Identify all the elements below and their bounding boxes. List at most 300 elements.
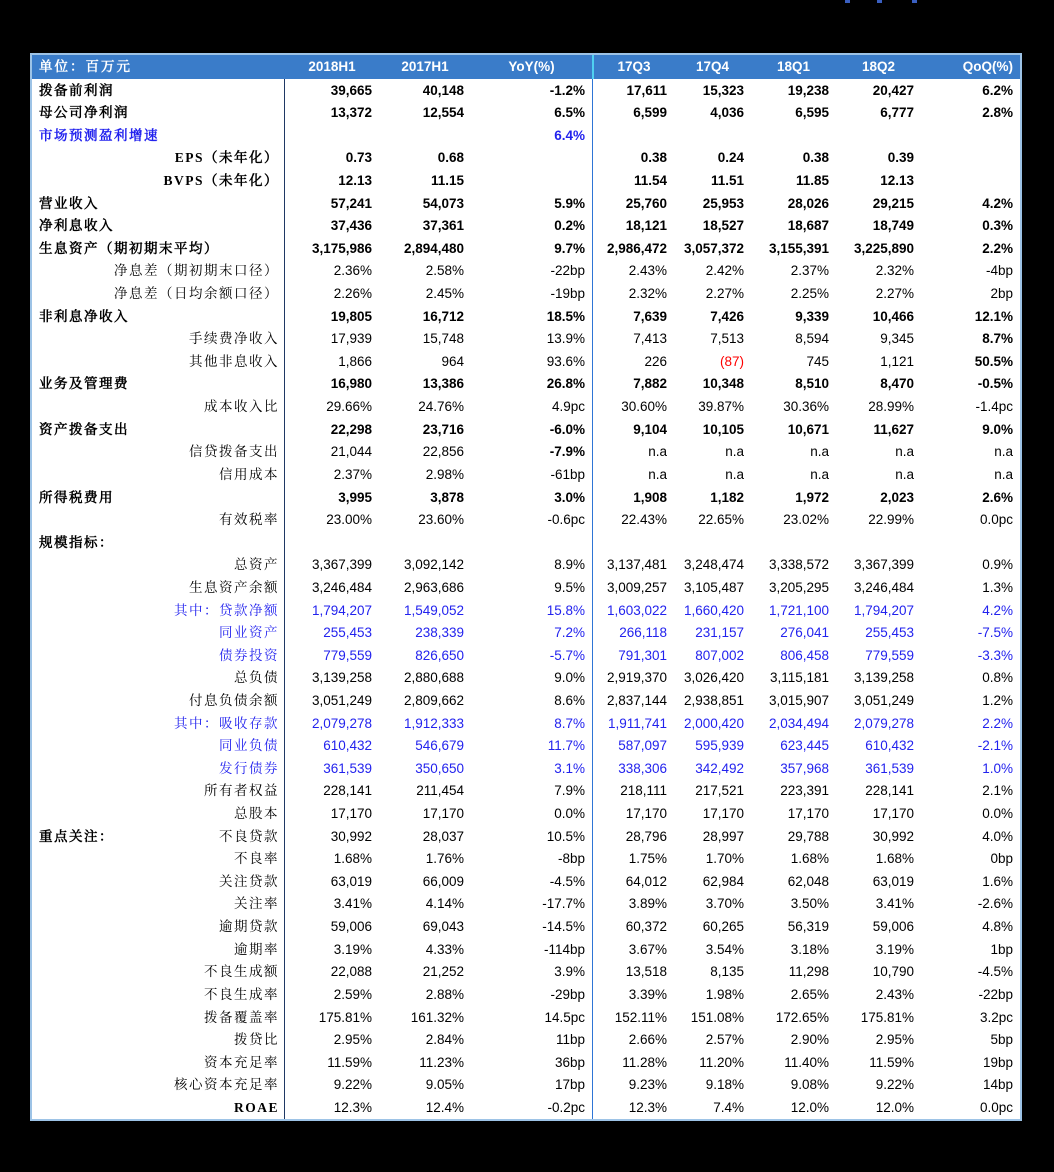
value-cell: 11.15 xyxy=(430,172,464,188)
row-label-cell xyxy=(32,1006,285,1029)
value-cell: 2.27% xyxy=(875,286,914,302)
value-cell: -114bp xyxy=(543,941,585,957)
row-label-cell xyxy=(32,1096,285,1119)
value-cell: 12.4% xyxy=(425,1099,464,1115)
value-cell: 4.9pc xyxy=(551,399,585,415)
value-cell: 357,968 xyxy=(780,760,829,776)
value-cell: 56,319 xyxy=(787,919,829,935)
value-cell: 3,175,986 xyxy=(311,240,372,256)
value-cell: 2.43% xyxy=(875,986,914,1002)
value-cell: 7,513 xyxy=(710,331,744,347)
value-cell: 11bp xyxy=(555,1032,585,1048)
value-cell: 2.88% xyxy=(425,986,464,1002)
value-cell xyxy=(379,531,471,554)
row-label: 总负债 xyxy=(234,670,279,686)
value-cell: 255,453 xyxy=(323,625,372,641)
unit-header-label: 单位：百万元 xyxy=(39,59,132,75)
value-cell: 36bp xyxy=(554,1054,585,1070)
value-cell: 29,788 xyxy=(787,828,829,844)
table-row xyxy=(32,712,1020,735)
row-label: 生息资产（期初期末平均） xyxy=(39,240,219,256)
value-cell: 13,518 xyxy=(592,961,674,984)
value-cell: 6.2% xyxy=(982,82,1013,98)
value-cell: 15,748 xyxy=(422,331,464,347)
value-cell: 1,660,420 xyxy=(683,602,744,618)
value-cell: 152.11% xyxy=(592,1006,674,1029)
value-cell: 1.75% xyxy=(592,848,674,871)
value-cell: 8,594 xyxy=(795,331,829,347)
value-cell: 0.39 xyxy=(887,150,914,166)
table-row xyxy=(32,350,1020,373)
value-cell: 62,048 xyxy=(787,873,829,889)
value-cell: 9,104 xyxy=(592,418,674,441)
value-cell: 3,139,258 xyxy=(853,670,914,686)
value-cell: 2.59% xyxy=(333,986,372,1002)
row-label: 信用成本 xyxy=(219,466,279,482)
value-cell: 1,972 xyxy=(795,489,829,505)
value-cell xyxy=(921,169,1020,192)
row-label: 净利息收入 xyxy=(39,218,114,234)
row-label: ROAE xyxy=(233,1099,279,1115)
row-label: 不良生成额 xyxy=(204,964,279,980)
value-cell: 12.0% xyxy=(875,1099,914,1115)
value-cell: 17,170 xyxy=(702,806,744,822)
value-cell: 3,205,295 xyxy=(768,579,829,595)
column-header-qoq: QoQ(%) xyxy=(962,59,1013,75)
table-row xyxy=(32,667,1020,690)
value-cell: 2.25% xyxy=(790,286,829,302)
value-cell: 22,856 xyxy=(422,444,464,460)
value-cell: 12.13 xyxy=(880,172,914,188)
value-cell: 779,559 xyxy=(865,647,914,663)
value-cell: 4.14% xyxy=(425,896,464,912)
row-label: 资产拨备支出 xyxy=(39,421,129,437)
value-cell: 0.3% xyxy=(982,218,1013,234)
value-cell: 17,170 xyxy=(330,806,372,822)
column-header-18q1: 18Q1 xyxy=(776,59,811,75)
row-label: 同业负债 xyxy=(219,738,279,754)
row-label-cell xyxy=(32,848,285,871)
value-cell: 17,170 xyxy=(422,806,464,822)
row-label: 拨贷比 xyxy=(234,1032,279,1048)
column-header-2017h1: 2017H1 xyxy=(401,59,449,75)
value-cell: 12.3% xyxy=(333,1099,372,1115)
value-cell: 8,135 xyxy=(710,964,744,980)
table-row xyxy=(32,463,1020,486)
value-cell: 9.7% xyxy=(554,240,585,256)
value-cell: 25,760 xyxy=(592,192,674,215)
value-cell: 11.59% xyxy=(869,1054,914,1070)
value-cell: n.a xyxy=(895,466,914,482)
table-row xyxy=(32,1051,1020,1074)
value-cell: 745 xyxy=(806,353,829,369)
value-cell: 964 xyxy=(441,353,464,369)
value-cell: 14bp xyxy=(982,1077,1013,1093)
row-label: 净息差（日均余额口径） xyxy=(114,286,279,302)
value-cell: 10,348 xyxy=(702,376,744,392)
row-label-cell xyxy=(32,260,285,283)
value-cell: 623,445 xyxy=(780,738,829,754)
cropped-text-artifact xyxy=(912,0,917,3)
value-cell: 3.70% xyxy=(705,896,744,912)
value-cell: 15,323 xyxy=(702,82,744,98)
value-cell: -4.5% xyxy=(977,964,1013,980)
value-cell: -8bp xyxy=(557,851,585,867)
value-cell: 1,721,100 xyxy=(768,602,829,618)
value-cell: 22.65% xyxy=(698,512,744,528)
value-cell: 17,170 xyxy=(787,806,829,822)
row-label-cell xyxy=(32,893,285,916)
value-cell: 30,992 xyxy=(330,828,372,844)
value-cell xyxy=(379,124,471,147)
value-cell: -5.7% xyxy=(549,647,585,663)
value-cell: 3,115,181 xyxy=(769,670,829,686)
row-label-cell xyxy=(32,712,285,735)
value-cell: 4.8% xyxy=(982,919,1013,935)
value-cell: 11.20% xyxy=(699,1054,744,1070)
row-label: 不良率 xyxy=(234,851,279,867)
value-cell: 11.40% xyxy=(784,1054,829,1070)
value-cell: 8,470 xyxy=(880,376,914,392)
value-cell: 18,121 xyxy=(592,215,674,238)
value-cell: 3,139,258 xyxy=(311,670,372,686)
value-cell: 3.2pc xyxy=(979,1009,1013,1025)
value-cell xyxy=(674,531,751,554)
value-cell: -0.2pc xyxy=(547,1099,585,1115)
row-label-cell xyxy=(32,169,285,192)
row-label-cell xyxy=(32,757,285,780)
column-header-18q2: 18Q2 xyxy=(861,59,896,75)
value-cell: 0bp xyxy=(990,851,1013,867)
value-cell: 8.9% xyxy=(554,557,585,573)
value-cell: 1,912,333 xyxy=(403,715,464,731)
row-label: 成本收入比 xyxy=(204,399,279,415)
value-cell: 11,298 xyxy=(788,964,829,980)
value-cell: 9.23% xyxy=(592,1074,674,1097)
value-cell: 151.08% xyxy=(690,1009,744,1025)
value-cell: 22.43% xyxy=(592,509,674,532)
row-label-cell xyxy=(32,870,285,893)
value-cell: 9.05% xyxy=(425,1077,464,1093)
value-cell: -4.5% xyxy=(549,873,585,889)
value-cell: -22bp xyxy=(978,986,1013,1002)
value-cell: 3.41% xyxy=(333,896,372,912)
table-row xyxy=(32,554,1020,577)
row-label-cell xyxy=(32,689,285,712)
value-cell: 9,345 xyxy=(880,331,914,347)
value-cell: 40,148 xyxy=(422,82,464,98)
value-cell: 1,603,022 xyxy=(592,599,674,622)
value-cell: 3,878 xyxy=(430,489,464,505)
row-label: BVPS（未年化） xyxy=(163,172,279,188)
value-cell: 2.45% xyxy=(425,286,464,302)
row-label: 资本充足率 xyxy=(204,1054,279,1070)
value-cell: 11.54 xyxy=(592,169,674,192)
row-label-cell xyxy=(32,554,285,577)
row-label: 其他非息收入 xyxy=(189,353,279,369)
value-cell: 7.2% xyxy=(554,625,585,641)
value-cell: 29.66% xyxy=(326,399,372,415)
value-cell: 1.70% xyxy=(705,851,744,867)
table-row xyxy=(32,622,1020,645)
value-cell: 2,023 xyxy=(880,489,914,505)
value-cell: 8,510 xyxy=(795,376,829,392)
value-cell: 7,639 xyxy=(592,305,674,328)
table-row xyxy=(32,757,1020,780)
value-cell: -6.0% xyxy=(549,421,585,437)
value-cell: 276,041 xyxy=(780,625,829,641)
value-cell: 3.41% xyxy=(875,896,914,912)
value-cell: 5bp xyxy=(990,1032,1013,1048)
value-cell: 17,170 xyxy=(592,803,674,826)
value-cell: 11.7% xyxy=(547,738,585,754)
value-cell: 2bp xyxy=(990,286,1013,302)
value-cell: 3.19% xyxy=(875,941,914,957)
value-cell: 587,097 xyxy=(592,735,674,758)
value-cell: 60,265 xyxy=(702,919,744,935)
row-label-cell xyxy=(32,192,285,215)
value-cell: 2.37% xyxy=(333,466,372,482)
value-cell: -1.4pc xyxy=(975,399,1013,415)
value-cell: 3.9% xyxy=(554,964,585,980)
value-cell: 255,453 xyxy=(865,625,914,641)
row-label-cell xyxy=(32,79,285,102)
value-cell: 2,894,480 xyxy=(403,240,464,256)
value-cell: 30.36% xyxy=(783,399,829,415)
value-cell: 9.22% xyxy=(333,1077,372,1093)
value-cell: 28,026 xyxy=(787,195,829,211)
value-cell: 69,043 xyxy=(422,919,464,935)
value-cell: 21,252 xyxy=(422,964,464,980)
value-cell: 23.02% xyxy=(783,512,829,528)
value-cell: 39.87% xyxy=(698,399,744,415)
row-label: 生息资产余额 xyxy=(189,579,279,595)
value-cell: 3.0% xyxy=(554,489,585,505)
table-row xyxy=(32,961,1020,984)
row-label-cell xyxy=(32,350,285,373)
value-cell: 2,880,688 xyxy=(403,670,464,686)
value-cell: 0.38 xyxy=(802,150,829,166)
row-label-cell xyxy=(32,102,285,125)
value-cell: 226 xyxy=(592,350,674,373)
value-cell: 54,073 xyxy=(422,195,464,211)
table-row xyxy=(32,169,1020,192)
value-cell: 15.8% xyxy=(546,602,585,618)
value-cell: 16,712 xyxy=(422,308,464,324)
value-cell: 66,009 xyxy=(422,873,464,889)
value-cell: 23.00% xyxy=(326,512,372,528)
value-cell: 23,716 xyxy=(422,421,464,437)
value-cell: 826,650 xyxy=(415,647,464,663)
value-cell xyxy=(471,169,592,192)
row-label-cell xyxy=(32,803,285,826)
value-cell xyxy=(674,124,751,147)
row-label: 付息负债余额 xyxy=(189,693,279,708)
value-cell: 0.0pc xyxy=(979,512,1013,528)
value-cell: 6,595 xyxy=(795,105,829,121)
value-cell: 2.65% xyxy=(790,986,829,1002)
value-cell: 3.67% xyxy=(592,938,674,961)
value-cell: -14.5% xyxy=(542,919,585,935)
value-cell: -2.6% xyxy=(977,896,1013,912)
value-cell xyxy=(921,531,1020,554)
row-label: 信贷拨备支出 xyxy=(189,444,279,460)
row-label: 母公司净利润 xyxy=(39,105,129,121)
row-label-cell xyxy=(32,124,285,147)
row-label: 非利息净收入 xyxy=(39,308,129,324)
value-cell: 10,671 xyxy=(787,421,829,437)
value-cell: 0.73 xyxy=(345,150,372,166)
value-cell: 8.6% xyxy=(554,693,585,708)
table-row xyxy=(32,825,1020,848)
row-label: 所得税费用 xyxy=(39,489,114,505)
value-cell: 0.8% xyxy=(982,670,1013,686)
row-label: 总股本 xyxy=(234,806,279,822)
value-cell: 11.51 xyxy=(710,172,744,188)
value-cell: 2.43% xyxy=(592,260,674,283)
value-cell: (87) xyxy=(719,353,744,369)
table-row xyxy=(32,531,1020,554)
table-row xyxy=(32,124,1020,147)
table-row xyxy=(32,848,1020,871)
value-cell: 238,339 xyxy=(415,625,464,641)
value-cell: 13,372 xyxy=(330,105,372,121)
value-cell: 17,939 xyxy=(330,331,372,347)
value-cell: 1,908 xyxy=(592,486,674,509)
row-label-cell xyxy=(32,396,285,419)
table-row xyxy=(32,1029,1020,1052)
value-cell: 2.57% xyxy=(705,1032,744,1048)
table-row xyxy=(32,916,1020,939)
table-row xyxy=(32,147,1020,170)
value-cell: 3,367,399 xyxy=(311,557,372,573)
value-cell: 2.37% xyxy=(790,263,829,279)
section-side-label: 重点关注： xyxy=(39,828,114,844)
value-cell xyxy=(836,124,921,147)
value-cell xyxy=(285,124,379,147)
row-label-cell xyxy=(32,644,285,667)
value-cell: 3,137,481 xyxy=(592,554,674,577)
value-cell: 1.98% xyxy=(705,986,744,1002)
value-cell: n.a xyxy=(994,466,1013,482)
value-cell: 3.54% xyxy=(705,941,744,957)
value-cell: 13.9% xyxy=(546,331,585,347)
row-label-cell xyxy=(32,305,285,328)
value-cell: 6,777 xyxy=(880,105,914,121)
value-cell: 231,157 xyxy=(695,625,744,641)
value-cell: 9.08% xyxy=(790,1077,829,1093)
value-cell: 12.13 xyxy=(338,172,372,188)
row-label: 关注率 xyxy=(234,896,279,912)
value-cell: 2,986,472 xyxy=(592,237,674,260)
value-cell: 19,805 xyxy=(330,308,372,324)
value-cell: 3,051,249 xyxy=(311,693,372,708)
value-cell: 22,298 xyxy=(330,421,372,437)
value-cell: 23.60% xyxy=(418,512,464,528)
value-cell: 18,687 xyxy=(787,218,829,234)
value-cell: 3,246,484 xyxy=(853,579,914,595)
value-cell: 28.99% xyxy=(868,399,914,415)
value-cell: 1,549,052 xyxy=(403,602,464,618)
row-label: 同业资产 xyxy=(219,625,279,641)
value-cell: 2.32% xyxy=(875,263,914,279)
value-cell: 0.68 xyxy=(437,150,464,166)
value-cell: 3,015,907 xyxy=(768,693,829,708)
value-cell: 11.28% xyxy=(592,1051,674,1074)
table-row xyxy=(32,237,1020,260)
value-cell: 2.8% xyxy=(982,105,1013,121)
value-cell: 2,000,420 xyxy=(683,715,744,731)
value-cell: 172.65% xyxy=(775,1009,829,1025)
value-cell: 3,995 xyxy=(338,489,372,505)
table-row xyxy=(32,644,1020,667)
table-row xyxy=(32,1074,1020,1097)
table-row xyxy=(32,396,1020,419)
row-label: 所有者权益 xyxy=(204,783,279,799)
value-cell: 0.0pc xyxy=(979,1099,1013,1115)
value-cell: 1.68% xyxy=(875,851,914,867)
value-cell: 18.5% xyxy=(546,308,585,324)
value-cell: 2,938,851 xyxy=(683,693,744,708)
value-cell: 6.5% xyxy=(554,105,585,121)
value-cell: 1.0% xyxy=(982,760,1013,776)
row-label-cell xyxy=(32,441,285,464)
value-cell: 9.0% xyxy=(554,670,585,686)
value-cell: 1.3% xyxy=(982,579,1013,595)
table-row xyxy=(32,215,1020,238)
value-cell: 7.9% xyxy=(554,783,585,799)
row-label: 其中：吸收存款 xyxy=(174,715,279,731)
table-row xyxy=(32,102,1020,125)
value-cell xyxy=(921,147,1020,170)
table-row xyxy=(32,509,1020,532)
value-cell xyxy=(836,531,921,554)
row-label: 核心资本充足率 xyxy=(174,1077,279,1093)
value-cell: n.a xyxy=(592,463,674,486)
value-cell: 11.59% xyxy=(327,1054,372,1070)
row-label-cell xyxy=(32,599,285,622)
value-cell: n.a xyxy=(592,441,674,464)
value-cell: 2.66% xyxy=(592,1029,674,1052)
value-cell: 3,105,487 xyxy=(683,579,744,595)
row-label-cell xyxy=(32,147,285,170)
value-cell: 779,559 xyxy=(323,647,372,663)
value-cell: 9.22% xyxy=(875,1077,914,1093)
table-row xyxy=(32,305,1020,328)
row-label-cell xyxy=(32,916,285,939)
value-cell: 2.90% xyxy=(790,1032,829,1048)
value-cell: 26.8% xyxy=(546,376,585,392)
row-label-cell xyxy=(32,667,285,690)
value-cell: n.a xyxy=(810,466,829,482)
value-cell: 2.27% xyxy=(705,286,744,302)
value-cell: 2.2% xyxy=(982,715,1013,731)
value-cell: 17,611 xyxy=(592,79,674,102)
value-cell: 37,436 xyxy=(330,218,372,234)
value-cell: 9,339 xyxy=(795,308,829,324)
column-header-yoy: YoY(%) xyxy=(508,59,555,75)
table-row xyxy=(32,599,1020,622)
value-cell: 3.18% xyxy=(790,941,829,957)
value-cell: 3.39% xyxy=(592,983,674,1006)
value-cell: 218,111 xyxy=(592,780,674,803)
table-row xyxy=(32,79,1020,102)
table-row xyxy=(32,486,1020,509)
value-cell xyxy=(592,531,674,554)
row-label: 规模指标： xyxy=(39,534,114,550)
row-label-cell xyxy=(32,328,285,351)
row-label: 业务及管理费 xyxy=(39,376,129,392)
